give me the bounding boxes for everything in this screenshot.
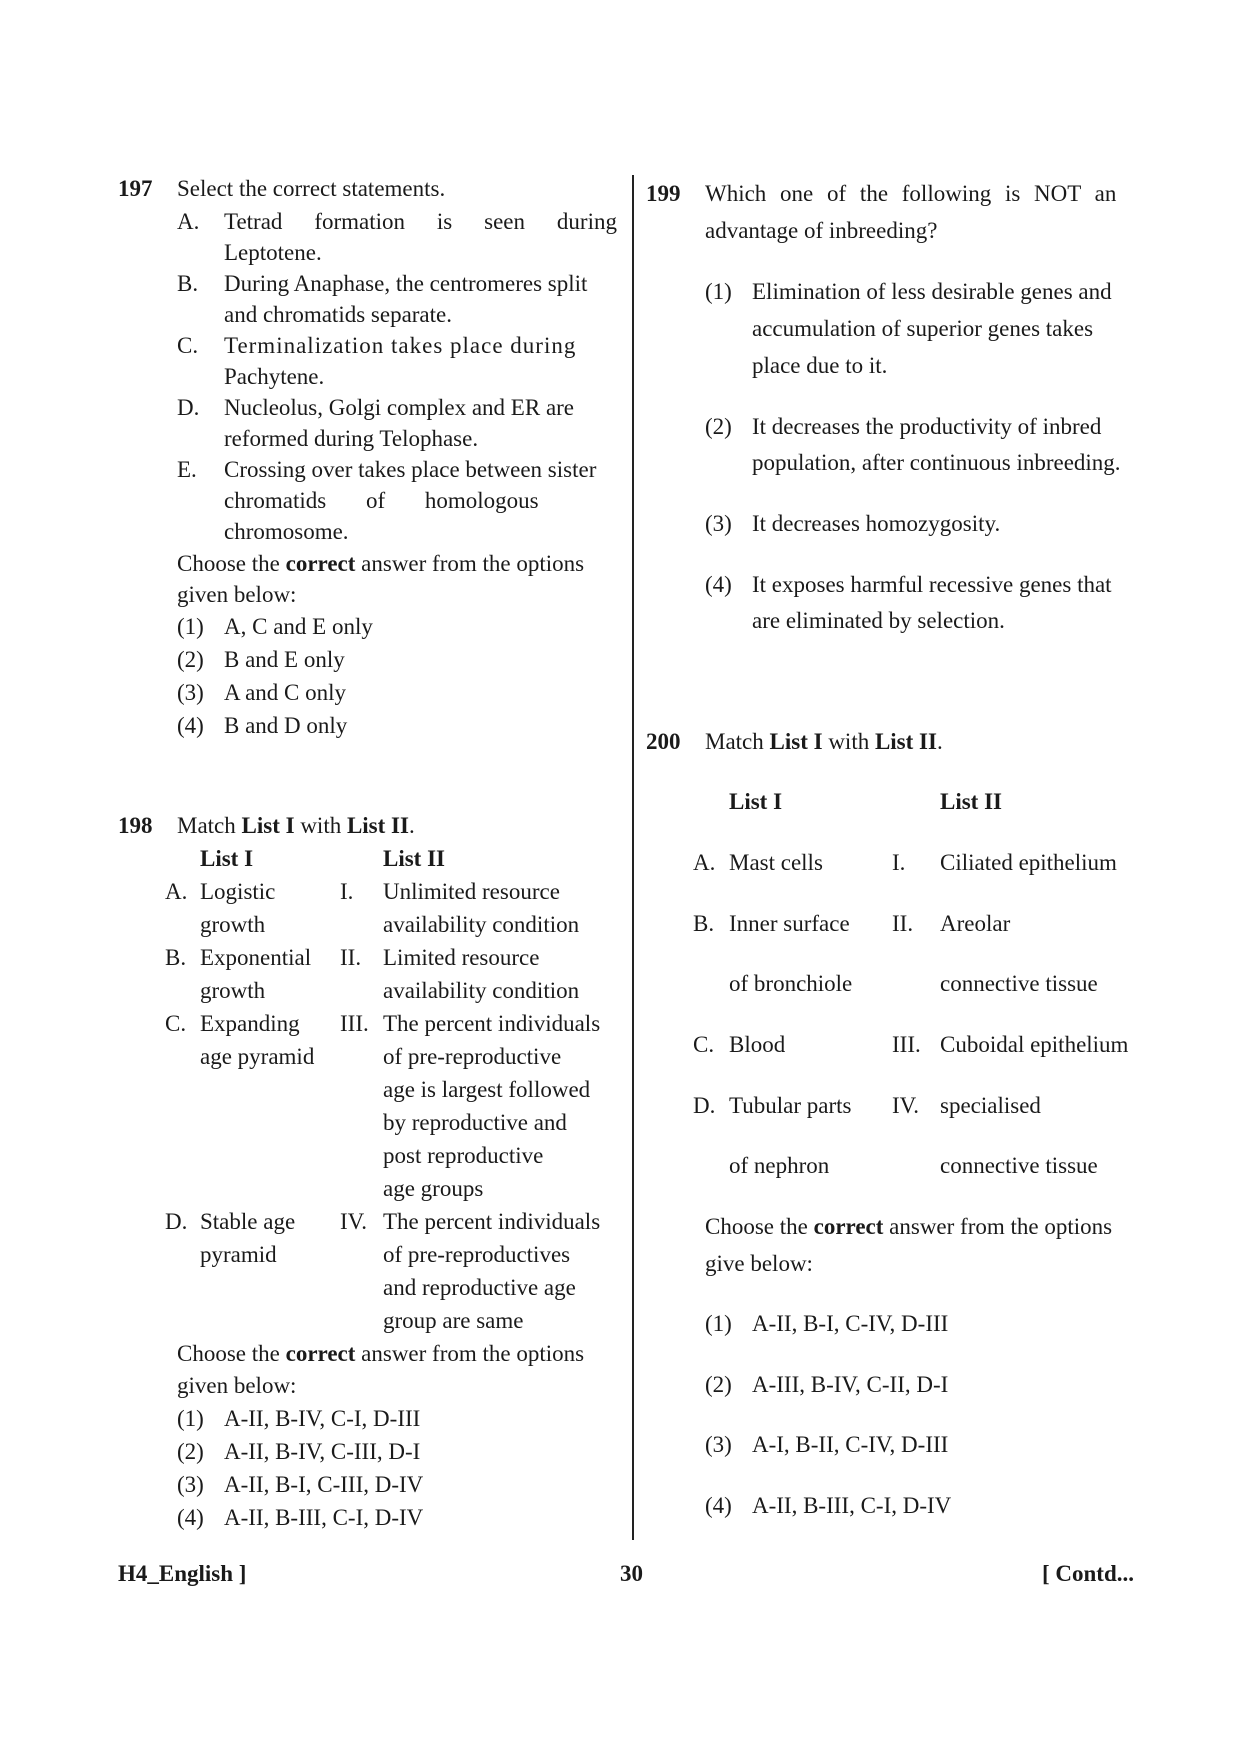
list1-item: of bronchiole — [729, 971, 853, 996]
option-text: A-II, B-IV, C-I, D-III — [224, 1406, 421, 1431]
option-label: (3) — [177, 680, 204, 705]
statement-line: Nucleolus, Golgi complex and ER are — [224, 395, 575, 420]
option-label: (3) — [705, 1432, 732, 1457]
choose-instruction-line2: give below: — [705, 1251, 813, 1276]
option-text: A and C only — [224, 680, 347, 705]
option-label: (1) — [177, 614, 204, 639]
list1-item: of nephron — [729, 1153, 830, 1178]
option-text: A-II, B-III, C-I, D-IV — [752, 1493, 952, 1518]
option-text: A-III, B-IV, C-II, D-I — [752, 1372, 949, 1397]
list2-item: Limited resource — [383, 945, 540, 970]
list1-item: Inner surface — [729, 911, 850, 936]
statement-word: Tetrad — [224, 209, 283, 234]
list2-header: List II — [940, 789, 1002, 814]
option-text: It decreases homozygosity. — [752, 511, 1001, 536]
choose-instruction: Choose the correct answer from the options — [177, 1341, 585, 1366]
list2-item: age is largest followed — [383, 1077, 591, 1102]
list2-item: and reproductive age — [383, 1275, 576, 1300]
statement-line: Crossing over takes place between sister — [224, 457, 597, 482]
option-label: (3) — [177, 1472, 204, 1497]
option-label: (2) — [705, 1372, 732, 1397]
list2-item: of pre-reproductives — [383, 1242, 571, 1267]
list2-label: IV. — [340, 1209, 368, 1234]
question-stem: advantage of inbreeding? — [705, 218, 938, 243]
choose-instruction-line2: given below: — [177, 1373, 297, 1398]
statement-label: A. — [177, 209, 200, 234]
list1-header: List I — [729, 789, 783, 814]
list1-item: Mast cells — [729, 850, 823, 875]
list2-item: of pre-reproductive — [383, 1044, 562, 1069]
list2-label: II. — [892, 911, 914, 936]
list1-header: List I — [200, 846, 254, 871]
list1-item: Logistic — [200, 879, 276, 904]
statement-label: B. — [177, 271, 199, 296]
choose-instruction: Choose the correct answer from the options — [177, 551, 585, 576]
list1-item: Exponential — [200, 945, 312, 970]
option-text: accumulation of superior genes takes — [752, 316, 1094, 341]
option-label: (1) — [705, 1311, 732, 1336]
question-number: 200 — [646, 729, 681, 754]
statement-line: Terminalization takes place during — [224, 333, 577, 358]
list2-label: III. — [892, 1032, 921, 1057]
option-text: population, after continuous inbreeding. — [752, 450, 1121, 475]
list1-label: B. — [165, 945, 187, 970]
list1-item: Tubular parts — [729, 1093, 852, 1118]
choose-instruction: Choose the correct answer from the options — [705, 1214, 1113, 1239]
list2-label: I. — [340, 879, 354, 904]
option-text: A-II, B-III, C-I, D-IV — [224, 1505, 424, 1530]
list1-label: C. — [693, 1032, 715, 1057]
list2-item: connective tissue — [940, 971, 1098, 996]
list1-item: growth — [200, 978, 266, 1003]
option-text: A-II, B-IV, C-III, D-I — [224, 1439, 421, 1464]
question-stem: Match List I with List II. — [705, 729, 943, 754]
list2-item: The percent individuals — [383, 1011, 601, 1036]
list1-label: D. — [693, 1093, 716, 1118]
list2-item: group are same — [383, 1308, 524, 1333]
option-label: (1) — [177, 1406, 204, 1431]
option-text: Elimination of less desirable genes and — [752, 279, 1112, 304]
list1-item: growth — [200, 912, 266, 937]
list1-item: Stable age — [200, 1209, 296, 1234]
statement-word: during — [556, 209, 617, 234]
option-text: A-II, B-I, C-III, D-IV — [224, 1472, 424, 1497]
option-label: (3) — [705, 511, 732, 536]
list1-label: D. — [165, 1209, 188, 1234]
option-text: are eliminated by selection. — [752, 608, 1005, 633]
footer-paper-code: H4_English ] — [118, 1561, 247, 1586]
list2-item: availability condition — [383, 978, 580, 1003]
option-label: (1) — [705, 279, 732, 304]
column-divider — [632, 175, 634, 1540]
list2-item: availability condition — [383, 912, 580, 937]
option-label: (4) — [177, 713, 204, 738]
question-stem: Match List I with List II. — [177, 813, 415, 838]
page-number: 30 — [620, 1561, 643, 1586]
statement-line: reformed during Telophase. — [224, 426, 479, 451]
statement-line: chromosome. — [224, 519, 349, 544]
option-label: (4) — [705, 1493, 732, 1518]
list2-item: by reproductive and — [383, 1110, 567, 1135]
list2-header: List II — [383, 846, 445, 871]
list2-label: II. — [340, 945, 362, 970]
list1-item: Blood — [729, 1032, 786, 1057]
list2-item: Unlimited resource — [383, 879, 560, 904]
list2-item: specialised — [940, 1093, 1041, 1118]
list2-item: Cuboidal epithelium — [940, 1032, 1129, 1057]
option-label: (2) — [177, 647, 204, 672]
statement-line: and chromatids separate. — [224, 302, 452, 327]
list2-item: post reproductive — [383, 1143, 544, 1168]
list1-label: A. — [693, 850, 716, 875]
question-number: 199 — [646, 181, 681, 206]
statement-line: Leptotene. — [224, 240, 322, 265]
list2-label: IV. — [892, 1093, 920, 1118]
option-text: It decreases the productivity of inbred — [752, 414, 1102, 439]
option-text: A, C and E only — [224, 614, 373, 639]
option-text: A-I, B-II, C-IV, D-III — [752, 1432, 949, 1457]
list2-item: Ciliated epithelium — [940, 850, 1117, 875]
statement-line: chromatids of homologous — [224, 488, 539, 513]
statement-line: During Anaphase, the centromeres split — [224, 271, 588, 296]
statement-label: E. — [177, 457, 197, 482]
question-number: 198 — [118, 813, 153, 838]
list1-label: C. — [165, 1011, 187, 1036]
statement-word: is — [436, 209, 453, 234]
list1-item: age pyramid — [200, 1044, 315, 1069]
option-label: (4) — [177, 1505, 204, 1530]
statement-word: seen — [484, 209, 526, 234]
option-text: It exposes harmful recessive genes that — [752, 572, 1112, 597]
question-number: 197 — [118, 176, 153, 201]
list2-item: The percent individuals — [383, 1209, 601, 1234]
option-label: (4) — [705, 572, 732, 597]
list2-label: I. — [892, 850, 906, 875]
statement-text-justified — [224, 210, 617, 233]
option-label: (2) — [705, 414, 732, 439]
statement-label: D. — [177, 395, 200, 420]
option-text: B and D only — [224, 713, 348, 738]
statement-label: C. — [177, 333, 199, 358]
statement-line: Pachytene. — [224, 364, 325, 389]
list2-item: age groups — [383, 1176, 484, 1201]
list1-label: B. — [693, 911, 715, 936]
option-text: place due to it. — [752, 353, 888, 378]
list1-item: pyramid — [200, 1242, 277, 1267]
option-label: (2) — [177, 1439, 204, 1464]
option-text: B and E only — [224, 647, 345, 672]
option-text: A-II, B-I, C-IV, D-III — [752, 1311, 949, 1336]
statement-word: formation — [314, 209, 406, 234]
list2-label: III. — [340, 1011, 369, 1036]
list1-label: A. — [165, 879, 188, 904]
footer-contd: [ Contd... — [1042, 1561, 1135, 1586]
question-stem: Select the correct statements. — [177, 176, 446, 201]
question-stem: Which one of the following is NOT an — [705, 181, 1117, 206]
choose-instruction-line2: given below: — [177, 582, 297, 607]
list2-item: Areolar — [940, 911, 1011, 936]
list1-item: Expanding — [200, 1011, 300, 1036]
list2-item: connective tissue — [940, 1153, 1098, 1178]
